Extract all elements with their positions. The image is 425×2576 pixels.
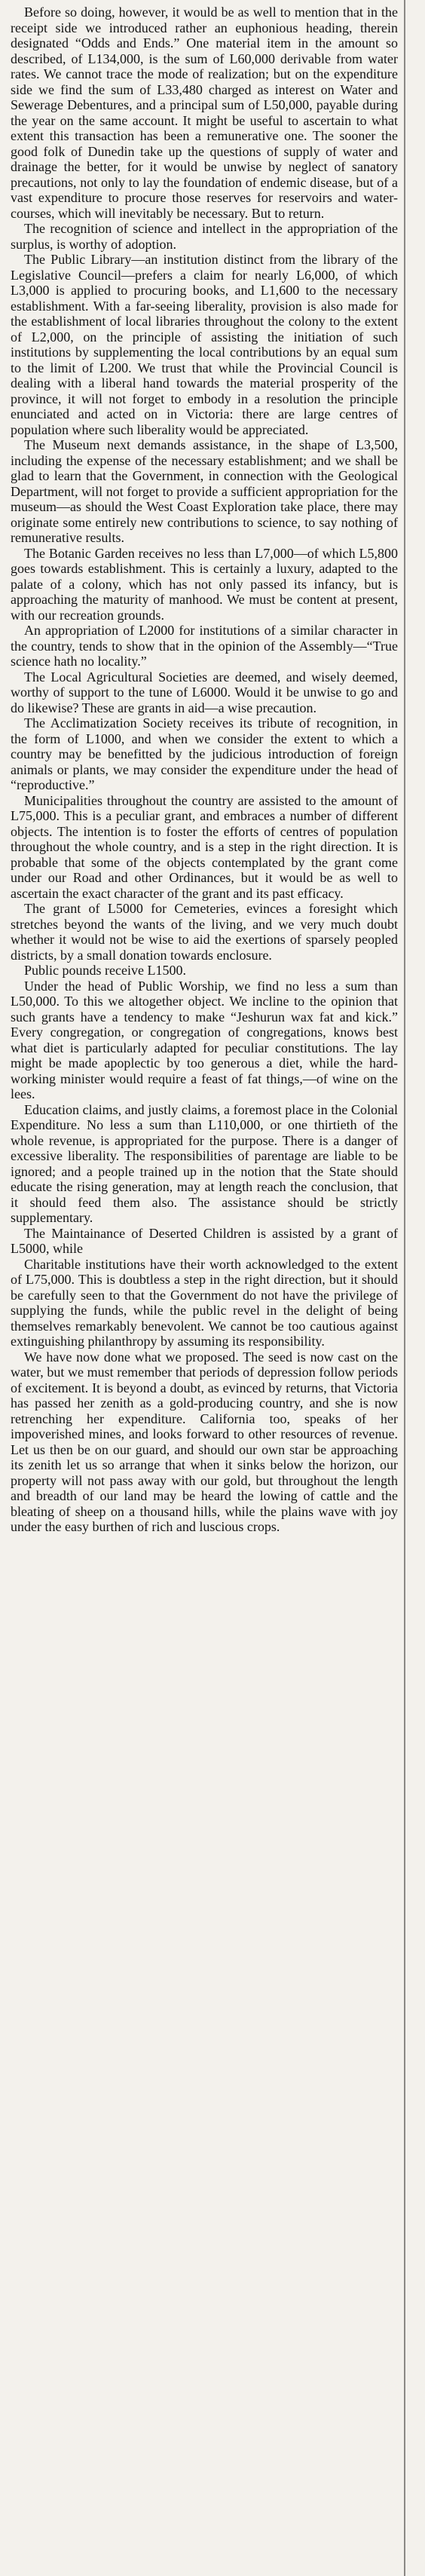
- article-column: [11, 5, 398, 1535]
- paragraph-municipalities: Municipalities throughout the country are assisted to the amount of L75,000. This is a peculiar grant, and embraces a number of different objects. The intention is to foster the efforts of centres of population throughout the whole country, and is a step in the right direction. It is probable that some of the objects contemplated by the grant come under our Road and other Ordinances, but it would be as well to ascertain the exact character of the grant and its past efficacy.: [11, 792, 398, 901]
- paragraph-public-worship: Under the head of Public Worship, we find no less a sum than L50,000. To this we altogether object. We incline to the opinion that such grants have a tendency to make “Jeshurun wax fat and kick.” Every congregation, or congregation of congregations, knows best what diet is particularly adapted for peculiar constitutions. The lay might be made apoplectic by too generous a diet, while the hard-working minister would require a feast of fat things,—of wine on the lees.: [11, 978, 398, 1101]
- paragraph-public-pounds: Public pounds receive L1500.: [24, 963, 186, 978]
- paragraph-cemeteries: The grant of L5000 for Cemeteries, evinces a foresight which stretches beyond the wants of the living, and we very much doubt whether it would not be wise to aid the exertions of sparsely peopled districts, by a small donation towards enclosure.: [11, 901, 398, 963]
- paragraph-education: Education claims, and justly claims, a foremost place in the Colonial Expenditure. No less a sum than L110,000, or one thirtieth of the whole revenue, is appropriated for the purpose. There is a danger of excessive liberality. The responsibilities of parentage are liable to be ignored; and a people trained up in the notion that the State should educate the rising generation, may at length reach the conclusion, that it should feed them also. The assistance should be strictly supplementary.: [11, 1101, 398, 1225]
- paragraph-agricultural-societies: The Local Agricultural Societies are deemed, and wisely deemed, worthy of support to the tune of L6000. Would it be unwise to go and do likewise? These are grants in aid—a wise precaution.: [11, 669, 398, 715]
- paragraph-science-intellect: The recognition of science and intellect in the appropriation of the surplus, is worthy of adoption.: [11, 221, 398, 252]
- paragraph-odds-and-ends: Before so doing, however, it would be as well to mention that in the receipt side we introduced rather an euphonious heading, therein designated “Odds and Ends.” One material item in the amount so described, of L134,000, is the sum of L60,000 derivable from water rates. We cannot trace the mode of realization; but on the expenditure side we find the sum of L33,480 charged as interest on Water and Sewerage Debentures, and a principal sum of L50,000, payable during the year on the same account. It might be useful to ascertain to what extent this transaction has been a remunerative one. The sooner the good folk of Dunedin take up the questions of supply of water and drainage the better, for it would be unwise by neglect of sanatory precautions, not only to lay the foundation of endemic disease, but of a vast expenditure to procure those reserves for reservoirs and water-courses, which will inevitably be necessary. But to return.: [11, 5, 398, 221]
- paragraph-museum: The Museum next demands assistance, in the shape of L3,500, including the expense of the necessary establishment; and we shall be glad to learn that the Government, in connection with the Geological Department, will not forget to provide a sufficient appropriation for the museum—as should the West Coast Exploration take place, there may originate some entirely new contributions to science, to say nothing of remunerative results.: [11, 437, 398, 545]
- paragraph-country-institutions: An appropriation of L2000 for institutions of a similar character in the country, tends to show that in the opinion of the Assembly—“True science hath no locality.”: [11, 623, 398, 669]
- column-divider: [404, 0, 405, 2576]
- paragraph-botanic-garden: The Botanic Garden receives no less than L7,000—of which L5,800 goes towards establishment. This is certainly a luxury, adapted to the palate of a colony, which has not only passed its infancy, but is approaching the maturity of manhood. We must be content at present, with our recreation grounds.: [11, 545, 398, 623]
- paragraph-acclimatization: The Acclimatization Society receives its tribute of recognition, in the form of L1000, and when we consider the extent to which a country may be benefitted by the judicious introduction of foreign animals or plants, we may consider the expenditure under the head of “reproductive.”: [11, 715, 398, 792]
- paragraph-public-library: The Public Library—an institution distinct from the library of the Legislative Council—prefers a claim for nearly L6,000, of which L3,000 is applied to procuring books, and L1,600 to the necessary establishment. With a far-seeing liberality, provision is also made for the establishment of local libraries throughout the colony to the extent of L2,000, on the principle of assisting the initiation of such institutions by supplementing the local contributions by an equal sum to the limit of L200. We trust that while the Provincial Council is dealing with a liberal hand towards the material prosperity of the province, it will not forget to embody in a resolution the principle enunciated and acted on in Victoria: there are large centres of population where such liberality would be appreciated.: [11, 252, 398, 437]
- paragraph-conclusion: We have now done what we proposed. The seed is now cast on the water, but we must remember that periods of depression follow periods of excitement. It is beyond a doubt, as evinced by returns, that Victoria has passed her zenith as a gold-producing country, and she is now retrenching her expenditure. California too, speaks of her impoverished mines, and looks forward to other resources of revenue. Let us then be on our guard, and should our own star be approaching its zenith let us so arrange that when it sinks below the horizon, our property will not pass away with our gold, but throughout the length and breadth of our land may be heard the lowing of cattle and the bleating of sheep on a thousand hills, while the plains wave with joy under the easy burthen of rich and luscious crops.: [11, 1349, 398, 1534]
- paragraph-deserted-children: The Maintainance of Deserted Children is assisted by a grant of L5000, while: [11, 1225, 398, 1256]
- paragraph-charitable-institutions: Charitable institutions have their worth acknowledged to the extent of L75,000. This is doubtless a step in the right direction, but it should be carefully seen to that the Government do not have the privilege of supplying the funds, while the public revel in the delight of being themselves remarkably benevolent. We cannot be too cautious against extinguishing philanthropy by assuming its responsibility.: [11, 1256, 398, 1349]
